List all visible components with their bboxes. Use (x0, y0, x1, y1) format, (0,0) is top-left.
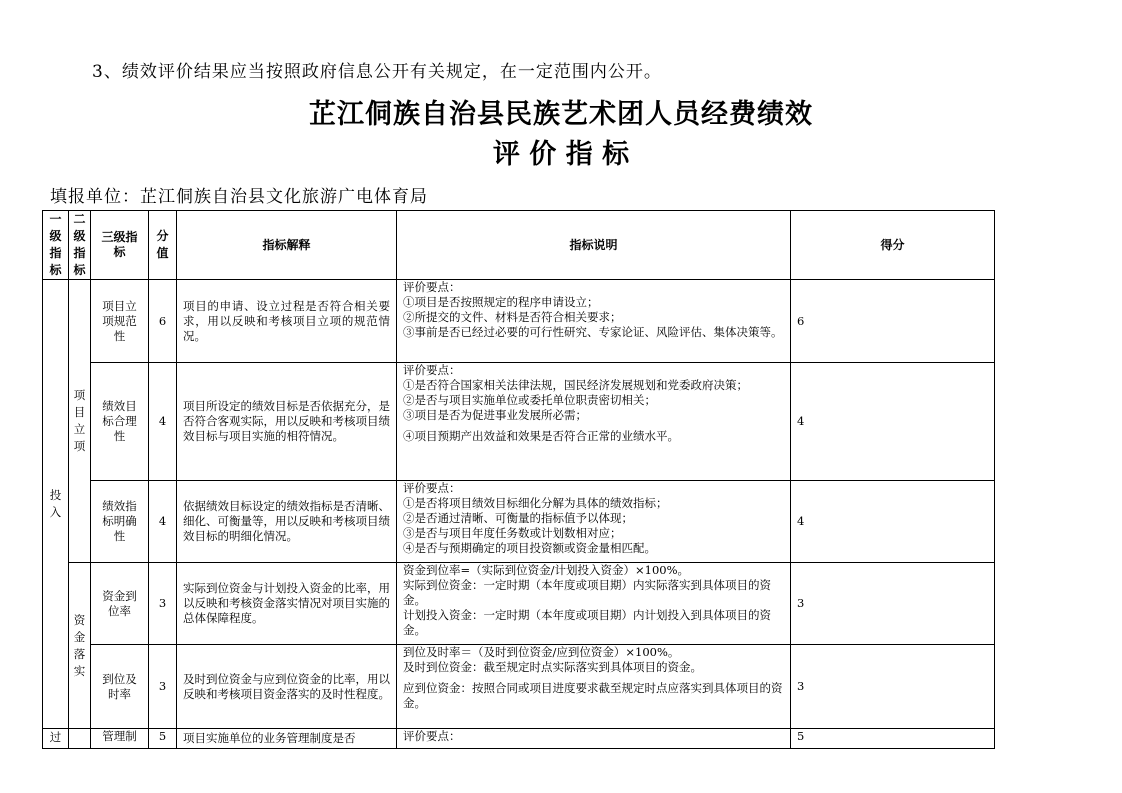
header-level3: 三级指标 (91, 211, 149, 280)
header-score-value: 分值 (149, 211, 177, 280)
row-indicator-name: 资金到位率 (91, 563, 149, 645)
table-row (43, 280, 995, 363)
row-explanation: 及时到位资金与应到位资金的比率，用以反映和考核项目资金落实的及时性程度。 (177, 645, 397, 729)
level2-funds-cell: 资金落实 (69, 563, 91, 729)
row-score-value: 5 (149, 729, 177, 749)
row-score: 4 (791, 481, 995, 563)
header-explanation: 指标解释 (177, 211, 397, 280)
table-row (43, 481, 995, 563)
table-row (43, 729, 995, 749)
row-description: 评价要点： ①项目是否按照规定的程序申请设立； ②所提交的文件、材料是否符合相关要求； ③事前是否已经过必要的可行性研究、专家论证、风险评估、集体决策等。 (397, 280, 791, 363)
header-score: 得分 (791, 211, 995, 280)
row-description: 到位及时率＝（及时到位资金/应到位资金）×100%。 及时到位资金：截至规定时点实际落实到具体项目的资金。 应到位资金：按照合同或项目进度要求截至规定时点应落实到具体项目的资金。 (397, 645, 791, 729)
row-score-value: 3 (149, 563, 177, 645)
table-row (43, 363, 995, 481)
row-indicator-name: 管理制 (91, 729, 149, 749)
row-explanation: 项目所设定的绩效目标是否依据充分，是否符合客观实际，用以反映和考核项目绩效目标与项目实施的相符情况。 (177, 363, 397, 481)
level1-process-cell: 过 (43, 729, 69, 749)
row-indicator-name: 项目立项规范性 (91, 280, 149, 363)
row-indicator-name: 到位及时率 (91, 645, 149, 729)
row-score: 5 (791, 729, 995, 749)
level2-empty-cell (69, 729, 91, 749)
row-score-value: 4 (149, 363, 177, 481)
row-score: 3 (791, 645, 995, 729)
row-score: 4 (791, 363, 995, 481)
row-explanation: 依据绩效目标设定的绩效指标是否清晰、细化、可衡量等，用以反映和考核项目绩效目标的明细化情况。 (177, 481, 397, 563)
header-description: 指标说明 (397, 211, 791, 280)
row-score-value: 6 (149, 280, 177, 363)
intro-line: 3、绩效评价结果应当按照政府信息公开有关规定，在一定范围内公开。 (92, 62, 662, 82)
row-score: 6 (791, 280, 995, 363)
row-description: 评价要点： ①是否将项目绩效目标细化分解为具体的绩效指标； ②是否通过清晰、可衡量的指标值予以体现； ③是否与项目年度任务数或计划数相对应； ④是否与预期确定的项目投资额或资金量相匹配。 (397, 481, 791, 563)
row-description: 评价要点： ①是否符合国家相关法律法规，国民经济发展规划和党委政府决策； ②是否与项目实施单位或委托单位职责密切相关； ③项目是否为促进事业发展所必需； ④项目预期产出效益和效果是否符合正常的业绩水平。 (397, 363, 791, 481)
row-score-value: 4 (149, 481, 177, 563)
header-level2: 二级指标 (69, 211, 91, 280)
row-score: 3 (791, 563, 995, 645)
row-explanation: 项目的申请、设立过程是否符合相关要求，用以反映和考核项目立项的规范情况。 (177, 280, 397, 363)
indicator-table (42, 210, 995, 749)
table-header-row (43, 211, 995, 280)
level1-input-cell: 投入 (43, 280, 69, 729)
row-explanation: 项目实施单位的业务管理制度是否 (177, 729, 397, 749)
row-indicator-name: 绩效指标明确性 (91, 481, 149, 563)
row-explanation: 实际到位资金与计划投入资金的比率，用以反映和考核资金落实情况对项目实施的总体保障程度。 (177, 563, 397, 645)
row-score-value: 3 (149, 645, 177, 729)
row-description: 资金到位率=（实际到位资金/计划投入资金）×100%。 实际到位资金：一定时期（本年度或项目期）内实际落实到具体项目的资金。 计划投入资金：一定时期（本年度或项目期）内计划投入到具体项目的资金。 (397, 563, 791, 645)
table-row (43, 645, 995, 729)
row-description: 评价要点： (397, 729, 791, 749)
table-row (43, 563, 995, 645)
row-indicator-name: 绩效目标合理性 (91, 363, 149, 481)
page-subtitle: 评 价 指 标 (492, 139, 630, 170)
filler-unit: 填报单位：芷江侗族自治县文化旅游广电体育局 (50, 187, 428, 207)
page-title: 芷江侗族自治县民族艺术团人员经费绩效 (309, 99, 813, 130)
header-level1: 一级指标 (43, 211, 69, 280)
level2-project-cell: 项目立项 (69, 280, 91, 563)
